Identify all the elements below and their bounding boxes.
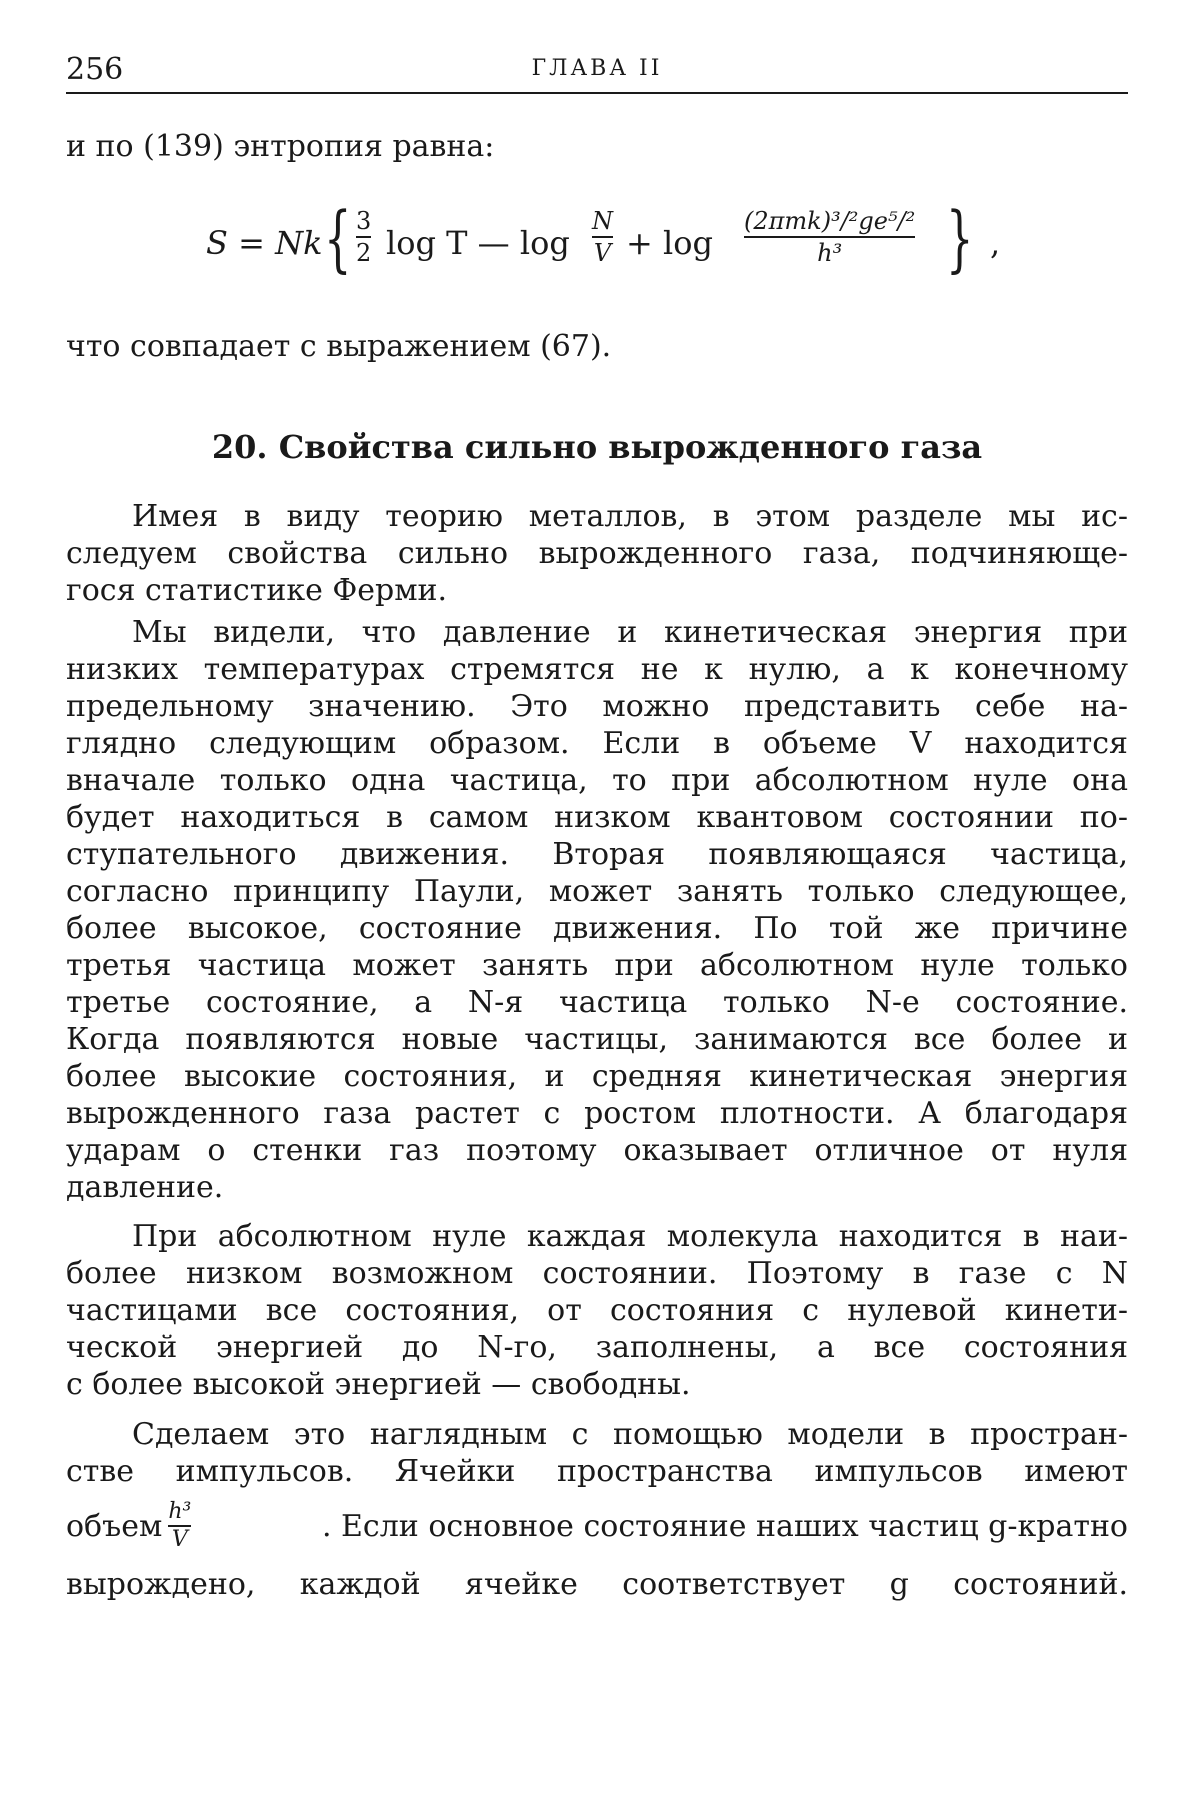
cell-volume-denominator: V [171, 1527, 188, 1552]
p2-line-3: предельному значению. Это можно представить себе на- [66, 689, 1128, 724]
p2-line-9: более высокое, состояние движения. По той же причине [66, 911, 1128, 946]
p1-line-3: гося статистике Ферми. [66, 573, 448, 608]
cell-volume-fraction [168, 1500, 191, 1552]
frac3-denominator: h³ [817, 239, 843, 267]
formula-open-brace: { [324, 196, 352, 280]
page-header [66, 52, 1128, 92]
p2-line-4: глядно следующим образом. Если в объеме V находится [66, 726, 1128, 761]
p2-line-5: вначале только одна частица, то при абсолютном нуле она [66, 763, 1128, 798]
formula-comma: , [990, 224, 1001, 262]
p2-line-16: давление. [66, 1170, 224, 1205]
p3-line-5: с более высокой энергией — свободны. [66, 1367, 691, 1402]
p2-line-10: третья частица может занять при абсолютном нуле только [66, 948, 1128, 983]
formula-frac-n-over-v [592, 208, 613, 266]
frac1-denominator: 2 [356, 239, 372, 267]
formula-plus-log: + log [626, 224, 713, 262]
after-formula-line: что совпадает с выражением (67). [66, 329, 612, 364]
p4-line-1: Сделаем это наглядным с помощью модели в простран- [132, 1417, 1128, 1452]
formula-frac-main [744, 208, 915, 266]
header-rule [66, 92, 1128, 94]
p4-volume-word: объем [66, 1508, 163, 1544]
running-head: ГЛАВА II [531, 56, 663, 81]
p3-line-4: ческой энергией до N-го, заполнены, а все состояния [66, 1330, 1128, 1365]
p2-line-14: вырожденного газа растет с ростом плотности. А благодаря [66, 1096, 1128, 1131]
p3-line-1: При абсолютном нуле каждая молекула находится в наи- [132, 1219, 1128, 1254]
formula-term1: log T — log [386, 224, 570, 262]
entropy-formula [206, 198, 1026, 290]
p4-line-4: вырождено, каждой ячейке соответствует g состояний. [66, 1567, 1128, 1602]
p3-line-3: частицами все состояния, от состояния с нулевой кинети- [66, 1293, 1128, 1328]
frac1-bar [356, 236, 371, 238]
formula-frac-three-halves [356, 208, 371, 266]
p1-line-2: следуем свойства сильно вырожденного газа, подчиняюще- [66, 536, 1128, 571]
p4-line-3-rest: . Если основное состояние наших частиц g-кратно [321, 1508, 1128, 1544]
p2-line-6: будет находиться в самом низком квантовом состоянии по- [66, 800, 1128, 835]
intro-line: и по (139) энтропия равна: [66, 129, 495, 164]
p2-line-11: третье состояние, а N-я частица только N-е состояние. [66, 985, 1128, 1020]
p2-line-13: более высокие состояния, и средняя кинетическая энергия [66, 1059, 1128, 1094]
frac2-denominator: V [593, 239, 612, 267]
formula-lhs: S = Nk [206, 224, 323, 262]
frac3-bar [744, 236, 915, 238]
p2-line-8: согласно принципу Паули, может занять только следующее, [66, 874, 1128, 909]
p2-line-7: ступательного движения. Вторая появляющаяся частица, [66, 837, 1128, 872]
page-number: 256 [66, 52, 124, 87]
frac2-bar [592, 236, 613, 238]
p2-line-2: низких температурах стремятся не к нулю, а к конечному [66, 652, 1128, 687]
p2-line-1: Мы видели, что давление и кинетическая энергия при [132, 615, 1128, 650]
p2-line-12: Когда появляются новые частицы, занимаются все более и [66, 1022, 1128, 1057]
p3-line-2: более низком возможном состоянии. Поэтому в газе с N [66, 1256, 1128, 1291]
p4-line-3 [66, 1500, 1128, 1552]
cell-volume-numerator: h³ [168, 1499, 192, 1524]
p2-line-15: ударам о стенки газ поэтому оказывает отличное от нуля [66, 1133, 1128, 1168]
p1-line-1: Имея в виду теорию металлов, в этом разделе мы ис- [132, 499, 1128, 534]
frac2-numerator: N [592, 207, 613, 235]
frac3-numerator: (2πmk)³/²ge⁵/² [744, 207, 916, 235]
section-title: 20. Свойства сильно вырожденного газа [211, 428, 983, 466]
formula-close-brace: } [946, 196, 974, 280]
p4-line-3-left [66, 1500, 197, 1552]
frac1-numerator: 3 [356, 207, 372, 235]
p4-line-2: стве импульсов. Ячейки пространства импульсов имеют [66, 1454, 1128, 1489]
